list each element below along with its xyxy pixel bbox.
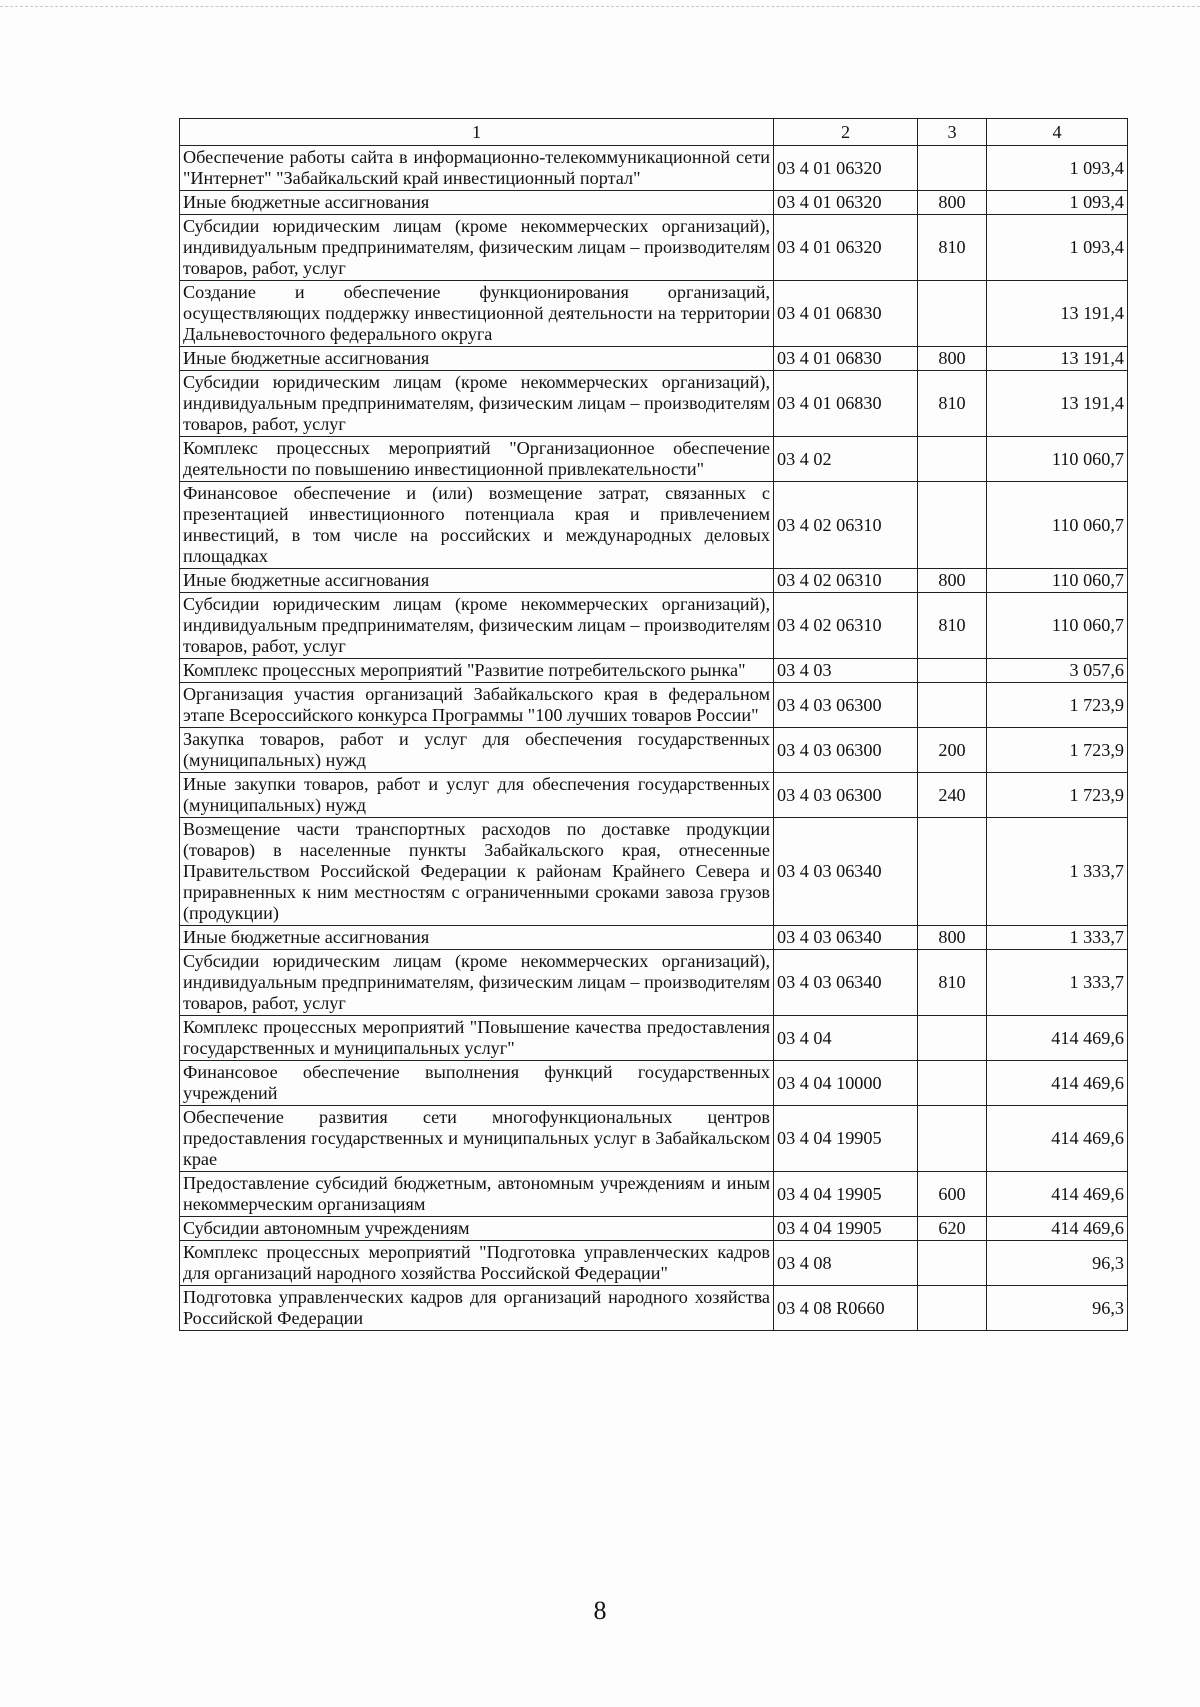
cell-name: Субсидии юридическим лицам (кроме некоммерческих организаций), индивидуальным предпринимателям, физическим лицам – производителям товаров, работ, услуг: [180, 371, 774, 437]
cell-name: Иные бюджетные ассигнования: [180, 347, 774, 371]
cell-expense-type: 240: [918, 773, 987, 818]
cell-target-code: 03 4 03: [774, 659, 918, 683]
budget-table-body: [180, 119, 1128, 1331]
cell-expense-type: [918, 482, 987, 569]
cell-amount: 110 060,7: [987, 437, 1128, 482]
cell-name: Комплекс процессных мероприятий "Подготовка управленческих кадров для организаций народного хозяйства Российской Федерации": [180, 1241, 774, 1286]
table-row: [180, 926, 1128, 950]
cell-target-code: 03 4 02 06310: [774, 569, 918, 593]
table-row: [180, 371, 1128, 437]
cell-amount: 13 191,4: [987, 371, 1128, 437]
cell-expense-type: [918, 281, 987, 347]
cell-amount: 1 093,4: [987, 215, 1128, 281]
cell-name: Иные бюджетные ассигнования: [180, 926, 774, 950]
cell-target-code: 03 4 03 06340: [774, 818, 918, 926]
cell-target-code: 03 4 03 06300: [774, 773, 918, 818]
cell-name: Комплекс процессных мероприятий "Развитие потребительского рынка": [180, 659, 774, 683]
table-row: [180, 728, 1128, 773]
cell-name: Закупка товаров, работ и услуг для обеспечения государственных (муниципальных) нужд: [180, 728, 774, 773]
cell-name: Иные бюджетные ассигнования: [180, 569, 774, 593]
cell-name: Субсидии юридическим лицам (кроме некоммерческих организаций), индивидуальным предпринимателям, физическим лицам – производителям товаров, работ, услуг: [180, 950, 774, 1016]
cell-target-code: 03 4 04 19905: [774, 1172, 918, 1217]
table-row: [180, 146, 1128, 191]
table-row: [180, 1106, 1128, 1172]
cell-name: Возмещение части транспортных расходов по доставке продукции (товаров) в населенные пункты Забайкальского края, отнесенные Правительством Российской Федерации к районам Крайнего Севера и приравненных к ним местностям с ограниченными сроками завоза грузов (продукции): [180, 818, 774, 926]
cell-amount: 414 469,6: [987, 1016, 1128, 1061]
cell-expense-type: 600: [918, 1172, 987, 1217]
cell-amount: 414 469,6: [987, 1172, 1128, 1217]
cell-name: Комплекс процессных мероприятий "Повышение качества предоставления государственных и муниципальных услуг": [180, 1016, 774, 1061]
cell-amount: 110 060,7: [987, 569, 1128, 593]
table-row: [180, 1286, 1128, 1331]
cell-amount: 110 060,7: [987, 593, 1128, 659]
cell-name: Субсидии юридическим лицам (кроме некоммерческих организаций), индивидуальным предпринимателям, физическим лицам – производителям товаров, работ, услуг: [180, 593, 774, 659]
cell-expense-type: 810: [918, 215, 987, 281]
cell-target-code: 03 4 08: [774, 1241, 918, 1286]
cell-amount: 414 469,6: [987, 1061, 1128, 1106]
table-row: [180, 1241, 1128, 1286]
cell-target-code: 03 4 08 R0660: [774, 1286, 918, 1331]
cell-expense-type: [918, 146, 987, 191]
cell-name: Субсидии юридическим лицам (кроме некоммерческих организаций), индивидуальным предпринимателям, физическим лицам – производителям товаров, работ, услуг: [180, 215, 774, 281]
cell-target-code: 03 4 03 06300: [774, 728, 918, 773]
cell-amount: 1 093,4: [987, 146, 1128, 191]
cell-target-code: 03 4 01 06320: [774, 146, 918, 191]
cell-expense-type: 800: [918, 569, 987, 593]
cell-name: Субсидии автономным учреждениям: [180, 1217, 774, 1241]
cell-amount: 414 469,6: [987, 1217, 1128, 1241]
table-row: [180, 1061, 1128, 1106]
cell-name: Организация участия организаций Забайкальского края в федеральном этапе Всероссийского конкурса Программы "100 лучших товаров России": [180, 683, 774, 728]
cell-amount: 414 469,6: [987, 1106, 1128, 1172]
cell-amount: 1 333,7: [987, 818, 1128, 926]
cell-name: Предоставление субсидий бюджетным, автономным учреждениям и иным некоммерческим организациям: [180, 1172, 774, 1217]
cell-amount: 1 723,9: [987, 773, 1128, 818]
cell-target-code: 03 4 01 06320: [774, 215, 918, 281]
table-row: [180, 950, 1128, 1016]
cell-amount: 13 191,4: [987, 281, 1128, 347]
cell-target-code: 03 4 03 06340: [774, 950, 918, 1016]
cell-target-code: 03 4 01 06830: [774, 371, 918, 437]
cell-name: Финансовое обеспечение и (или) возмещение затрат, связанных с презентацией инвестиционного потенциала края и привлечением инвестиций, в том числе на российских и международных деловых площадках: [180, 482, 774, 569]
table-row: [180, 773, 1128, 818]
cell-expense-type: 810: [918, 371, 987, 437]
table-row: [180, 683, 1128, 728]
table-row: [180, 569, 1128, 593]
cell-amount: 96,3: [987, 1286, 1128, 1331]
cell-expense-type: [918, 1286, 987, 1331]
table-row: [180, 482, 1128, 569]
table-row: [180, 281, 1128, 347]
table-row: [180, 437, 1128, 482]
budget-table: [179, 118, 1128, 1331]
cell-expense-type: [918, 437, 987, 482]
cell-expense-type: 810: [918, 593, 987, 659]
cell-name: Обеспечение развития сети многофункциональных центров предоставления государственных и муниципальных услуг в Забайкальском крае: [180, 1106, 774, 1172]
cell-expense-type: [918, 1061, 987, 1106]
cell-amount: 1 093,4: [987, 191, 1128, 215]
cell-target-code: 03 4 02 06310: [774, 482, 918, 569]
cell-amount: 1 333,7: [987, 926, 1128, 950]
cell-expense-type: [918, 818, 987, 926]
table-header-row: [180, 119, 1128, 146]
cell-expense-type: 800: [918, 347, 987, 371]
cell-expense-type: [918, 1016, 987, 1061]
cell-expense-type: 810: [918, 950, 987, 1016]
table-row: [180, 1016, 1128, 1061]
cell-amount: 1 723,9: [987, 683, 1128, 728]
cell-expense-type: 200: [918, 728, 987, 773]
table-row: [180, 1217, 1128, 1241]
cell-target-code: 03 4 02 06310: [774, 593, 918, 659]
table-row: [180, 659, 1128, 683]
cell-expense-type: [918, 1241, 987, 1286]
cell-target-code: 03 4 04 10000: [774, 1061, 918, 1106]
cell-amount: 1 333,7: [987, 950, 1128, 1016]
header-cell-amount: 4: [987, 119, 1128, 146]
page-number: 8: [593, 1596, 607, 1625]
cell-target-code: 03 4 04 19905: [774, 1217, 918, 1241]
table-row: [180, 191, 1128, 215]
cell-target-code: 03 4 04 19905: [774, 1106, 918, 1172]
cell-target-code: 03 4 01 06830: [774, 347, 918, 371]
cell-amount: 96,3: [987, 1241, 1128, 1286]
table-row: [180, 1172, 1128, 1217]
cell-expense-type: 800: [918, 191, 987, 215]
cell-name: Иные закупки товаров, работ и услуг для обеспечения государственных (муниципальных) нужд: [180, 773, 774, 818]
cell-target-code: 03 4 02: [774, 437, 918, 482]
cell-amount: 13 191,4: [987, 347, 1128, 371]
cell-name: Финансовое обеспечение выполнения функций государственных учреждений: [180, 1061, 774, 1106]
cell-target-code: 03 4 03 06340: [774, 926, 918, 950]
cell-name: Подготовка управленческих кадров для организаций народного хозяйства Российской Федерации: [180, 1286, 774, 1331]
cell-target-code: 03 4 04: [774, 1016, 918, 1061]
cell-target-code: 03 4 03 06300: [774, 683, 918, 728]
cell-name: Создание и обеспечение функционирования организаций, осуществляющих поддержку инвестиционной деятельности на территории Дальневосточного федерального округа: [180, 281, 774, 347]
header-cell-code: 2: [774, 119, 918, 146]
cell-target-code: 03 4 01 06320: [774, 191, 918, 215]
cell-expense-type: 620: [918, 1217, 987, 1241]
scan-border-line: [0, 6, 1200, 8]
cell-amount: 110 060,7: [987, 482, 1128, 569]
table-row: [180, 593, 1128, 659]
cell-expense-type: [918, 683, 987, 728]
cell-amount: 1 723,9: [987, 728, 1128, 773]
cell-expense-type: 800: [918, 926, 987, 950]
table-row: [180, 347, 1128, 371]
cell-name: Обеспечение работы сайта в информационно-телекоммуникационной сети "Интернет" "Забайкальский край инвестиционный портал": [180, 146, 774, 191]
cell-expense-type: [918, 1106, 987, 1172]
table-row: [180, 818, 1128, 926]
table-row: [180, 215, 1128, 281]
cell-target-code: 03 4 01 06830: [774, 281, 918, 347]
header-cell-name: 1: [180, 119, 774, 146]
cell-name: Комплекс процессных мероприятий "Организационное обеспечение деятельности по повышению инвестиционной привлекательности": [180, 437, 774, 482]
header-cell-vr: 3: [918, 119, 987, 146]
cell-amount: 3 057,6: [987, 659, 1128, 683]
cell-expense-type: [918, 659, 987, 683]
cell-name: Иные бюджетные ассигнования: [180, 191, 774, 215]
